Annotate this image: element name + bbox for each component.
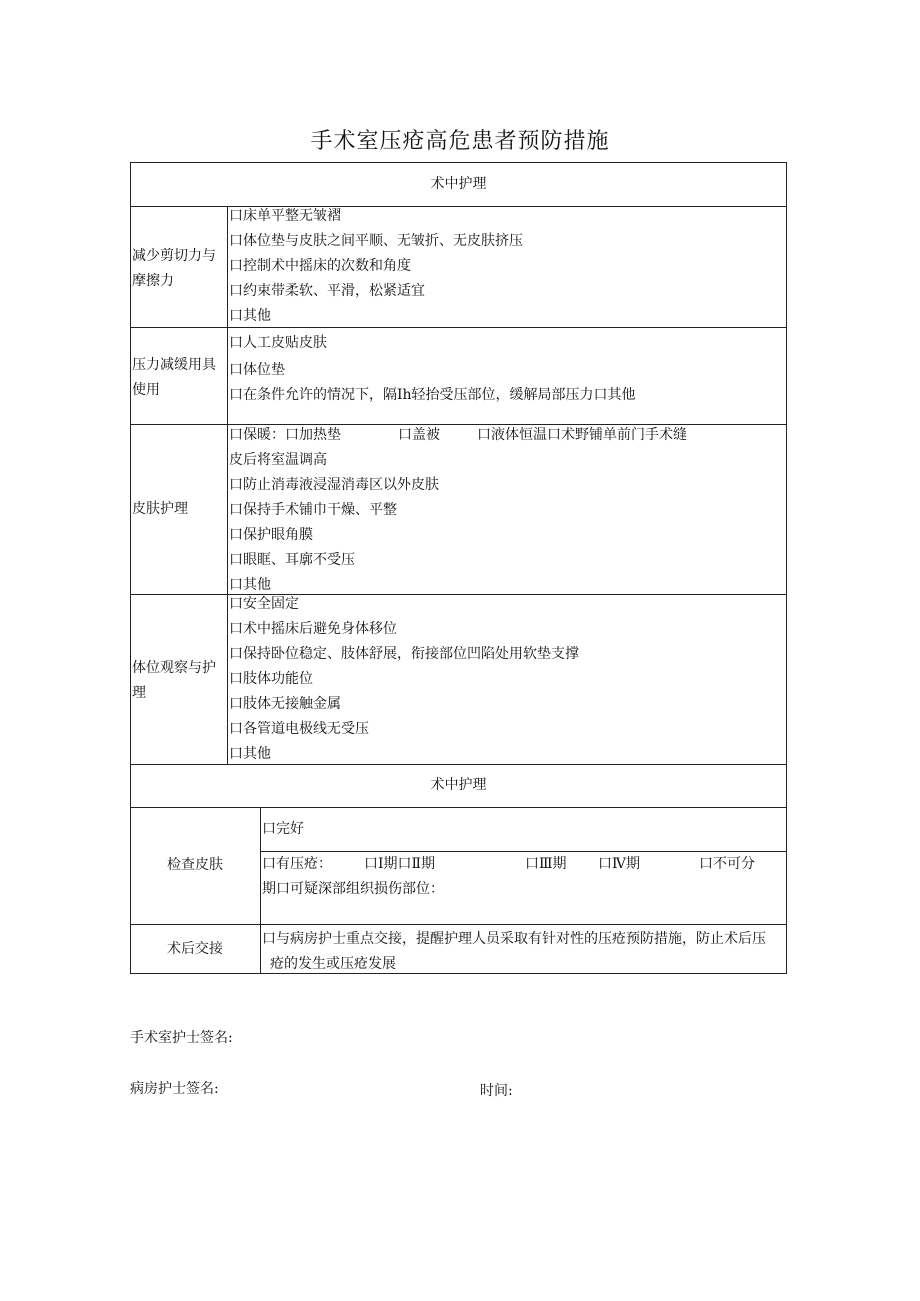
section-header-postop: 术中护理 (430, 777, 487, 793)
check-has: 口有压疮： (262, 856, 332, 872)
list-item: 口肢体无接触金属 (229, 696, 341, 712)
list-item: 口防止消毒液浸湿消毒区以外皮肤 (229, 477, 439, 493)
check-line2: 期口可疑深部组织损伤部位： (262, 881, 444, 897)
time-label: 时间: (480, 1083, 513, 1099)
table-divider (260, 807, 261, 974)
list-item: 口在条件允许的情况下，隔Ih轻抬受压部位，缓解局部压力口其他 (229, 387, 636, 403)
list-item: 口体位垫与皮肤之间平顺、无皱折、无皮肤挤压 (229, 233, 523, 249)
row-label-handover: 术后交接 (167, 941, 223, 957)
check-stage-3: 口Ⅲ期 (525, 856, 567, 872)
check-stage-unstageable: 口不可分 (699, 856, 755, 872)
list-item: 口安全固定 (229, 596, 299, 612)
list-item: 口控制术中摇床的次数和角度 (229, 258, 411, 274)
page-title: 手术室压疮高危患者预防措施 (310, 129, 610, 154)
table-border-bottom (130, 973, 787, 974)
row-label-pressure: 压力减缓用具使用 (132, 357, 216, 398)
list-item: 口体位垫 (229, 362, 285, 378)
row-label-shear: 减少剪切力与摩擦力 (132, 248, 216, 289)
warm-item: 口液体恒温口术野铺单前门手术缝 (477, 427, 687, 443)
table-line (130, 924, 787, 925)
section-header-intraop: 术中护理 (430, 176, 487, 192)
list-item: 口其他 (229, 746, 271, 762)
list-item: 口其他 (229, 577, 271, 593)
table-border-top (130, 162, 787, 163)
list-item: 口肢体功能位 (229, 671, 313, 687)
table-border-right (786, 162, 787, 974)
or-nurse-signature: 手术室护士签名: (130, 1030, 233, 1046)
list-item: 口眼眶、耳廓不受压 (229, 552, 355, 568)
row-label-position: 体位观察与护理 (132, 660, 216, 701)
list-item: 口保护眼角膜 (229, 527, 313, 543)
list-item: 口各管道电极线无受压 (229, 721, 369, 737)
list-item: 口其他 (229, 308, 271, 324)
ward-nurse-signature: 病房护士签名: (130, 1081, 219, 1097)
check-stage-1-2: 口Ⅰ期口Ⅱ期 (364, 856, 436, 872)
handover-line2: 疮的发生或压疮发展 (270, 956, 396, 972)
warm-item: 口盖被 (398, 427, 440, 443)
row-label-check-skin: 检查皮肤 (167, 857, 223, 873)
check-ok: 口完好 (262, 821, 304, 837)
check-stage-4: 口Ⅳ期 (598, 856, 640, 872)
list-item: 口人工皮贴皮肤 (229, 335, 327, 351)
table-divider (227, 206, 228, 764)
list-item: 口术中摇床后避免身体移位 (229, 621, 397, 637)
list-item: 口保持手术铺巾干燥、平整 (229, 502, 397, 518)
list-item: 皮后将室温调高 (229, 452, 327, 468)
table-line (130, 807, 787, 808)
handover-line1: 口与病房护士重点交接，提醒护理人员采取有针对性的压疮预防措施，防止术后压 (262, 931, 766, 947)
list-item: 口保持卧位稳定、肢体舒展，衔接部位凹陷处用软垫支撑 (229, 646, 579, 662)
list-item: 口床单平整无皱褶 (229, 208, 341, 224)
row-label-skin: 皮肤护理 (132, 501, 188, 517)
warm-item: 口保暖：口加热垫 (229, 427, 341, 443)
list-item: 口约束带柔软、平滑，松紧适宜 (229, 283, 425, 299)
